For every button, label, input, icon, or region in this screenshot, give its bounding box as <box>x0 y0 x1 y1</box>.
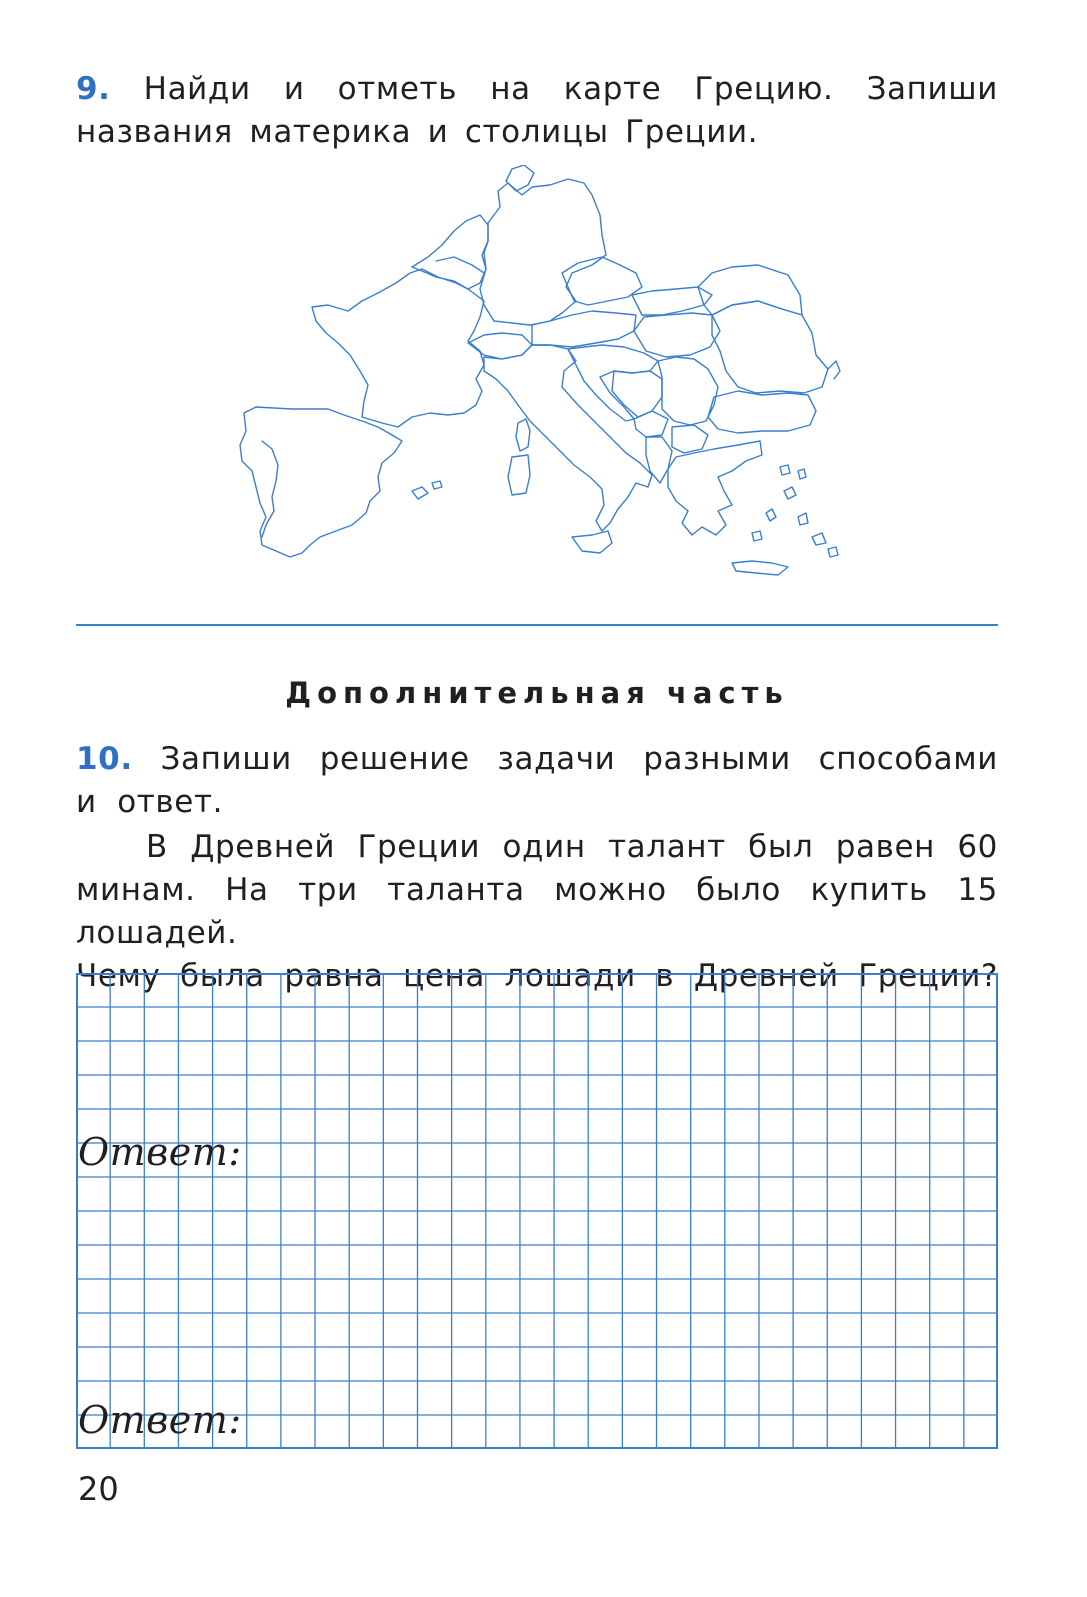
task-9-text: Найди и отметь на карте Грецию. Запиши названия материка и столицы Греции. <box>76 71 998 150</box>
map-island-7 <box>780 465 790 475</box>
task-10-text: Запиши решение задачи разными способами и ответ. <box>76 741 998 820</box>
map-region-macedonia <box>672 425 708 453</box>
map-island-4 <box>752 531 762 541</box>
task-10-number: 10. <box>76 741 133 777</box>
map-border-belgium <box>436 257 484 273</box>
map-island-crete <box>732 561 788 575</box>
map-island-corsica <box>516 419 530 451</box>
map-region-ukraine <box>698 265 802 315</box>
map-region-bulgaria <box>708 391 816 433</box>
answer-label-1: Ответ: <box>78 1130 242 1174</box>
map-region-iberia <box>240 407 402 557</box>
map-island-5 <box>812 533 826 545</box>
page-number: 20 <box>78 1470 119 1508</box>
task-9-number: 9. <box>76 71 111 107</box>
map-island-2 <box>798 513 808 525</box>
map-border-portugal <box>262 441 278 537</box>
map-island-3 <box>766 509 776 521</box>
map-island-sardinia <box>508 455 530 495</box>
task-10 <box>76 738 998 824</box>
map-region-hungary <box>634 313 720 357</box>
answer-label-2: Ответ: <box>78 1398 242 1442</box>
map-region-benelux <box>412 215 488 289</box>
map-region-denmark <box>506 165 534 191</box>
section-divider <box>76 624 998 626</box>
map-region-montenegro <box>634 411 668 437</box>
map-island-sicily <box>572 531 612 553</box>
task-10-problem-question: Чему была равна цена лошади в Древней Греции? <box>76 958 998 994</box>
map-region-france <box>312 269 484 427</box>
map-region-germany <box>480 179 606 325</box>
map-coast-black-sea <box>828 361 840 379</box>
map-island-8 <box>798 469 806 479</box>
squared-writing-grid[interactable] <box>76 973 998 1449</box>
map-region-greece <box>668 441 762 535</box>
section-title: Дополнительная часть <box>285 676 789 710</box>
map-island-1 <box>784 487 796 499</box>
map-island-balearic-2 <box>432 481 442 489</box>
map-region-austria <box>532 311 636 347</box>
map-region-bosnia <box>612 371 662 417</box>
map-island-balearic-1 <box>412 487 428 499</box>
task-9 <box>76 68 998 154</box>
map-region-romania <box>712 301 828 393</box>
map-island-6 <box>828 547 838 557</box>
europe-outline-map[interactable] <box>232 165 842 585</box>
task-10-problem-main: В Древней Греции один талант был равен 60 минам. На три таланта можно было купить 15 лошадей. <box>76 829 998 951</box>
